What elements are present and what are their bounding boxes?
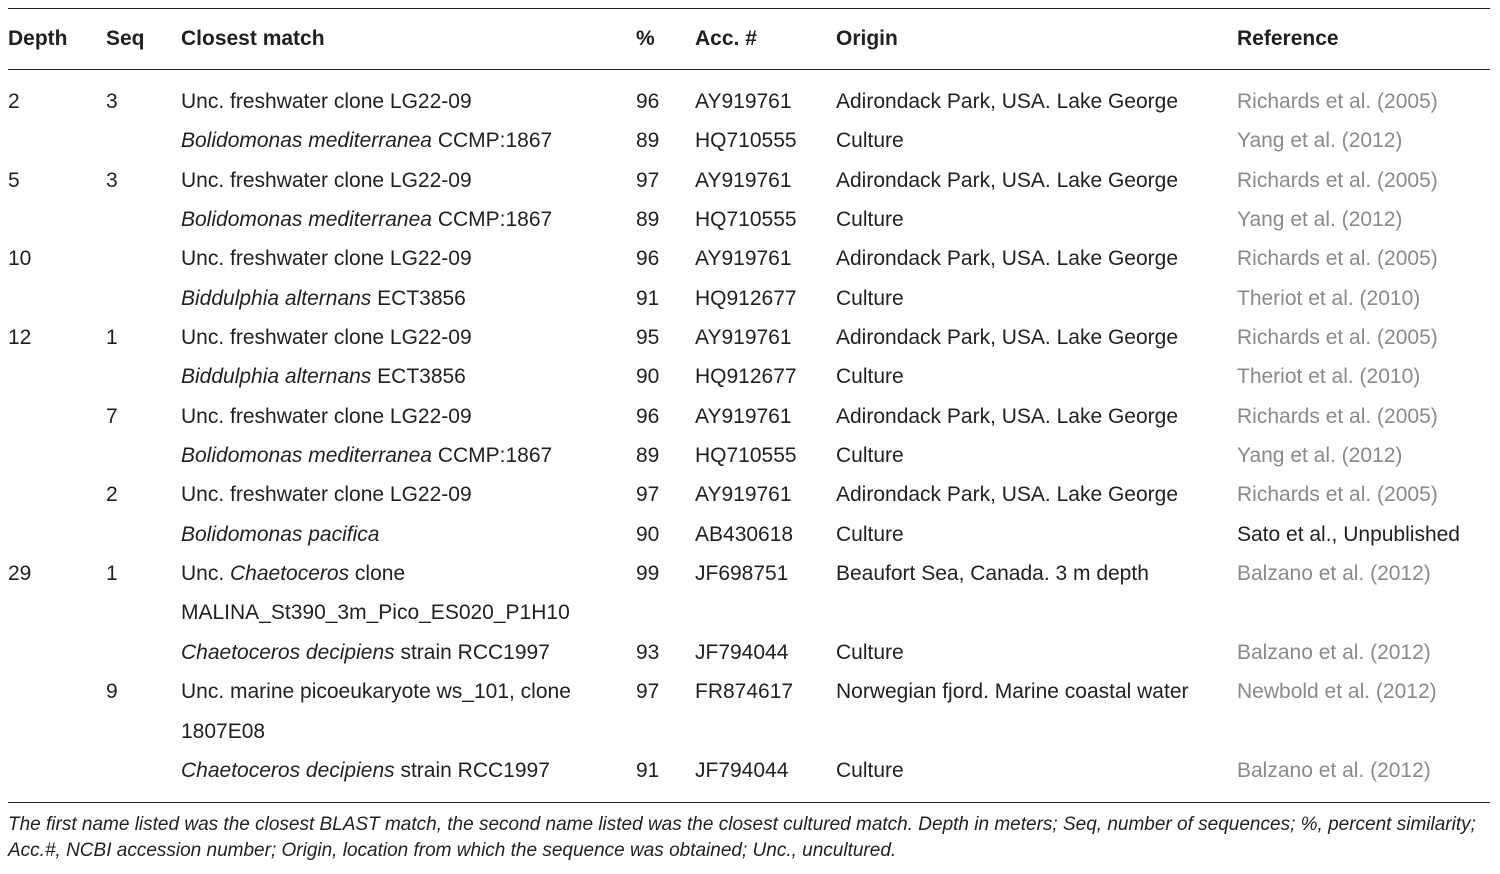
- reference-link[interactable]: Yang et al. (2012): [1237, 129, 1403, 153]
- reference-link[interactable]: Balzano et al. (2012): [1237, 562, 1431, 586]
- header-origin: Origin: [836, 27, 898, 50]
- cell-closest-match: [181, 239, 472, 278]
- cell-depth: 12: [8, 326, 32, 350]
- cell-accession: HQ912677: [695, 365, 797, 389]
- cell-accession: HQ710555: [695, 208, 797, 232]
- cell-accession: AY919761: [695, 168, 792, 192]
- cell-origin: Adirondack Park, USA. Lake George: [836, 90, 1179, 113]
- cell-percent: 90: [636, 522, 660, 546]
- table-row: [8, 357, 1490, 396]
- match-suffix: clone: [349, 562, 406, 586]
- cell-closest-match: [181, 672, 571, 711]
- match-text: Unc. freshwater clone LG22-09: [181, 168, 472, 192]
- cell-closest-match: [181, 121, 552, 160]
- cell-closest-match: [181, 279, 466, 318]
- table-row: [8, 633, 1490, 672]
- cell-accession: FR874617: [695, 680, 794, 704]
- reference-link[interactable]: Balzano et al. (2012): [1237, 640, 1431, 664]
- cell-origin: Culture: [836, 444, 904, 468]
- match-species-name: Bolidomonas mediterranea: [181, 444, 432, 468]
- reference-link[interactable]: Richards et al. (2005): [1237, 483, 1438, 507]
- match-text: 1807E08: [181, 719, 266, 743]
- match-text: MALINA_St390_3m_Pico_ES020_P1H10: [181, 601, 570, 625]
- cell-origin: Adirondack Park, USA. Lake George: [836, 168, 1179, 192]
- cell-percent: 97: [636, 168, 660, 192]
- match-text: Unc. freshwater clone LG22-09: [181, 247, 472, 271]
- table-row: [8, 672, 1490, 711]
- cell-seq: 7: [106, 404, 118, 428]
- table-row: [8, 121, 1490, 160]
- cell-closest-match: [181, 357, 466, 396]
- cell-closest-match: [181, 593, 570, 632]
- cell-closest-match: [181, 82, 472, 121]
- cell-percent: 89: [636, 129, 660, 153]
- table-footnote: The first name listed was the closest BLAST match, the second name listed was the closest cultured match. Depth in meters; Seq, number of sequences; %, percent similarity; Acc.#, NCBI accession number; Origin, location from which the sequence was obtained; Unc., uncultured.: [8, 814, 1476, 861]
- cell-closest-match: [181, 712, 265, 751]
- cell-seq: 3: [106, 168, 118, 192]
- reference-link[interactable]: Newbold et al. (2012): [1237, 680, 1437, 704]
- cell-origin: Adirondack Park, USA. Lake George: [836, 326, 1179, 350]
- table-row: [8, 200, 1490, 239]
- cell-accession: AY919761: [695, 247, 792, 271]
- match-species-name: Chaetoceros decipiens: [181, 758, 395, 782]
- header-depth: Depth: [8, 27, 68, 50]
- cell-closest-match: [181, 161, 472, 200]
- table-row: [8, 318, 1490, 357]
- reference-link[interactable]: Richards et al. (2005): [1237, 247, 1438, 271]
- cell-percent: 89: [636, 208, 660, 232]
- cell-origin: Adirondack Park, USA. Lake George: [836, 247, 1179, 271]
- table-row: [8, 515, 1490, 554]
- table-row: [8, 751, 1490, 790]
- match-species-name: Bolidomonas mediterranea: [181, 208, 432, 232]
- cell-accession: HQ912677: [695, 286, 797, 310]
- table-body: [8, 70, 1490, 802]
- cell-closest-match: [181, 475, 472, 514]
- table-row: [8, 436, 1490, 475]
- cell-seq: 3: [106, 90, 118, 113]
- cell-accession: HQ710555: [695, 129, 797, 153]
- reference-link[interactable]: Yang et al. (2012): [1237, 444, 1403, 468]
- table-row: [8, 82, 1490, 121]
- cell-closest-match: [181, 436, 552, 475]
- match-text: Unc. freshwater clone LG22-09: [181, 404, 472, 428]
- cell-closest-match: [181, 397, 472, 436]
- cell-closest-match: [181, 554, 405, 593]
- match-suffix: strain RCC1997: [394, 758, 550, 782]
- match-species-name: Chaetoceros decipiens: [181, 640, 395, 664]
- table-header: [8, 9, 1490, 69]
- cell-accession: JF794044: [695, 758, 789, 782]
- table-row: [8, 712, 1490, 751]
- match-suffix: ECT3856: [371, 286, 466, 310]
- table-row: [8, 239, 1490, 278]
- match-text: Unc. freshwater clone LG22-09: [181, 326, 472, 350]
- cell-accession: AY919761: [695, 90, 792, 113]
- header-accession: Acc. #: [695, 27, 757, 50]
- match-suffix: strain RCC1997: [394, 640, 550, 664]
- cell-percent: 91: [636, 286, 660, 310]
- reference-link[interactable]: Richards et al. (2005): [1237, 90, 1438, 113]
- cell-accession: AY919761: [695, 483, 792, 507]
- cell-percent: 93: [636, 640, 660, 664]
- reference-link[interactable]: Yang et al. (2012): [1237, 208, 1403, 232]
- cell-depth: 29: [8, 562, 32, 586]
- blast-results-table: [8, 8, 1490, 803]
- header-percent: %: [636, 27, 655, 50]
- cell-percent: 97: [636, 483, 660, 507]
- reference-link[interactable]: Theriot et al. (2010): [1237, 286, 1421, 310]
- cell-origin: Culture: [836, 640, 904, 664]
- match-suffix: CCMP:1867: [431, 208, 553, 232]
- reference-link[interactable]: Theriot et al. (2010): [1237, 365, 1421, 389]
- cell-depth: 2: [8, 90, 20, 113]
- match-suffix: CCMP:1867: [431, 129, 553, 153]
- cell-origin: Culture: [836, 365, 904, 389]
- match-species-name: Bolidomonas mediterranea: [181, 129, 432, 153]
- match-text: Unc. marine picoeukaryote ws_101, clone: [181, 680, 571, 704]
- match-suffix: ECT3856: [371, 365, 466, 389]
- match-species-name: Chaetoceros: [230, 562, 350, 586]
- cell-seq: 9: [106, 680, 118, 704]
- cell-origin: Norwegian fjord. Marine coastal water: [836, 680, 1189, 704]
- cell-closest-match: [181, 633, 550, 672]
- match-text: Unc. freshwater clone LG22-09: [181, 483, 472, 507]
- table-row: [8, 593, 1490, 632]
- match-species-name: Biddulphia alternans: [181, 365, 372, 389]
- cell-percent: 90: [636, 365, 660, 389]
- cell-origin: Culture: [836, 129, 904, 153]
- cell-percent: 96: [636, 90, 660, 113]
- cell-seq: 1: [106, 326, 118, 350]
- cell-seq: 1: [106, 562, 118, 586]
- cell-percent: 96: [636, 247, 660, 271]
- match-species-name: Bolidomonas pacifica: [181, 522, 380, 546]
- cell-origin: Beaufort Sea, Canada. 3 m depth: [836, 562, 1149, 586]
- reference-link[interactable]: Richards et al. (2005): [1237, 326, 1438, 350]
- cell-depth: 10: [8, 247, 32, 271]
- header-seq: Seq: [106, 27, 145, 50]
- cell-origin: Culture: [836, 286, 904, 310]
- cell-percent: 96: [636, 404, 660, 428]
- bottom-rule: [8, 802, 1490, 803]
- header-reference: Reference: [1237, 27, 1339, 50]
- cell-accession: AY919761: [695, 404, 792, 428]
- cell-origin: Culture: [836, 758, 904, 782]
- reference-link[interactable]: Balzano et al. (2012): [1237, 758, 1431, 782]
- cell-percent: 95: [636, 326, 660, 350]
- cell-closest-match: [181, 318, 472, 357]
- cell-origin: Adirondack Park, USA. Lake George: [836, 404, 1179, 428]
- cell-seq: 2: [106, 483, 118, 507]
- cell-percent: 97: [636, 680, 660, 704]
- cell-percent: 89: [636, 444, 660, 468]
- reference-link[interactable]: Richards et al. (2005): [1237, 168, 1438, 192]
- table-row: [8, 397, 1490, 436]
- cell-closest-match: [181, 200, 552, 239]
- header-closest-match: Closest match: [181, 27, 325, 50]
- cell-closest-match: [181, 515, 379, 554]
- cell-percent: 91: [636, 758, 660, 782]
- reference-link[interactable]: Richards et al. (2005): [1237, 404, 1438, 428]
- cell-reference: Sato et al., Unpublished: [1237, 522, 1460, 546]
- cell-origin: Culture: [836, 208, 904, 232]
- match-species-name: Biddulphia alternans: [181, 286, 372, 310]
- match-text: Unc.: [181, 562, 231, 586]
- match-suffix: CCMP:1867: [431, 444, 553, 468]
- cell-accession: AB430618: [695, 522, 794, 546]
- cell-origin: Culture: [836, 522, 904, 546]
- table-row: [8, 279, 1490, 318]
- cell-accession: JF698751: [695, 562, 789, 586]
- cell-accession: JF794044: [695, 640, 789, 664]
- table-row: [8, 554, 1490, 593]
- match-text: Unc. freshwater clone LG22-09: [181, 90, 472, 113]
- cell-accession: AY919761: [695, 326, 792, 350]
- cell-percent: 99: [636, 562, 660, 586]
- cell-accession: HQ710555: [695, 444, 797, 468]
- table-row: [8, 161, 1490, 200]
- cell-origin: Adirondack Park, USA. Lake George: [836, 483, 1179, 507]
- cell-closest-match: [181, 751, 550, 790]
- table-row: [8, 475, 1490, 514]
- cell-depth: 5: [8, 168, 20, 192]
